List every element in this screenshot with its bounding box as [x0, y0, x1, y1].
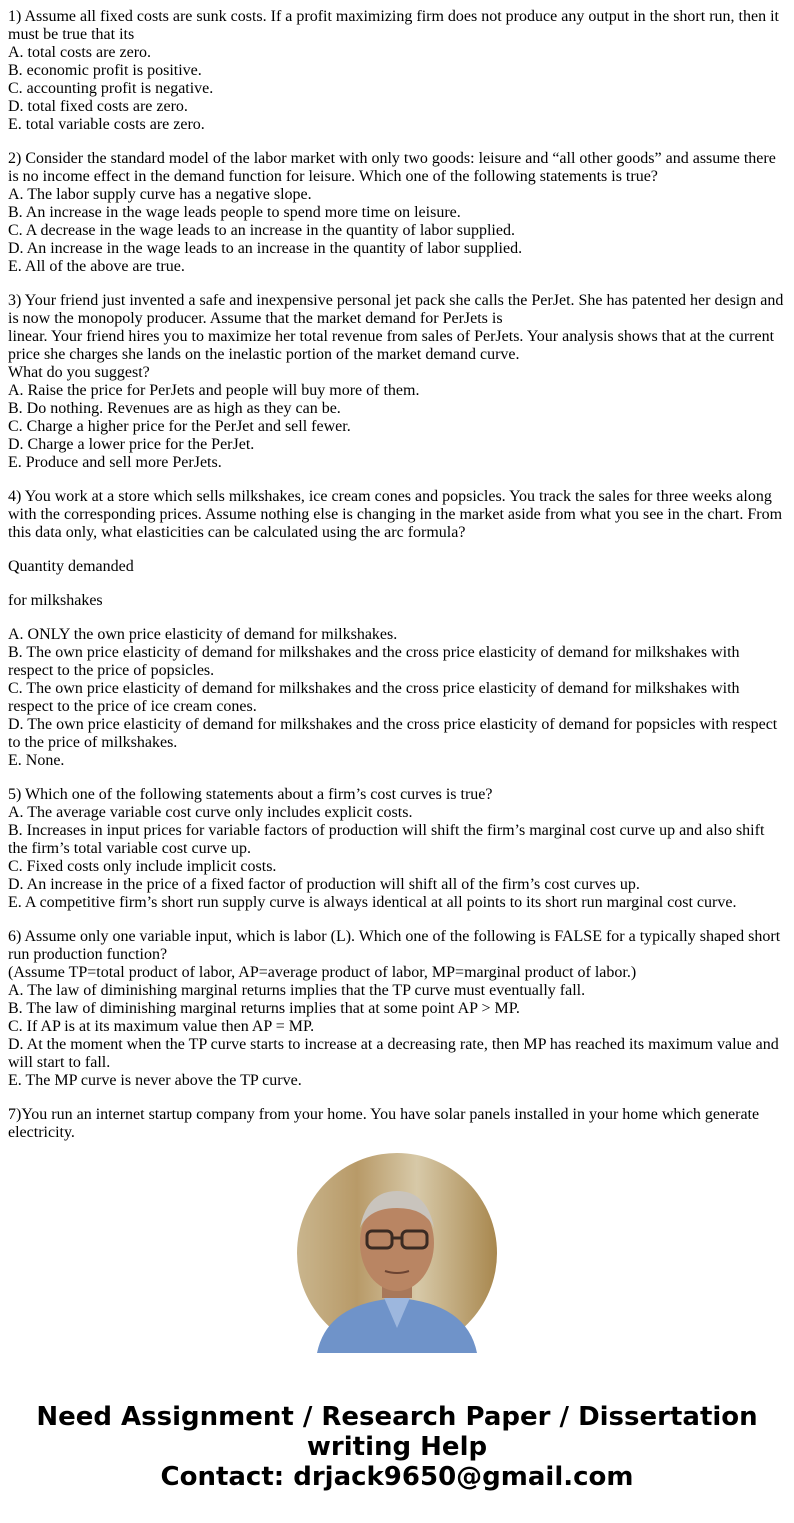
banner-line-1: Need Assignment / Research Paper / Dissertation — [36, 1402, 758, 1432]
answer-option: C. Charge a higher price for the PerJet and sell fewer. — [8, 418, 351, 435]
answer-option: D. At the moment when the TP curve starts to increase at a decreasing rate, then MP has reached its maximum value and will start to fall. — [8, 1036, 779, 1071]
question-text: 2) Consider the standard model of the labor market with only two goods: leisure and “all other goods” and assume there is no income effect in the demand function for leisure. Which one of the following statements is true? — [8, 150, 776, 185]
question-text: 3) Your friend just invented a safe and inexpensive personal jet pack she calls the PerJet. She has patented her design and is now the monopoly producer. Assume that the market demand for PerJets is — [8, 292, 784, 327]
answer-option: B. economic profit is positive. — [8, 62, 202, 79]
question-4-paragraph — [8, 488, 786, 542]
answer-option: E. total variable costs are zero. — [8, 116, 205, 133]
question-text: for milkshakes — [8, 592, 103, 609]
question-5-paragraph — [8, 786, 786, 912]
question-text: 1) Assume all fixed costs are sunk costs. If a profit maximizing firm does not produce any output in the short run, then it must be true that its — [8, 8, 779, 43]
answer-option: E. All of the above are true. — [8, 258, 185, 275]
question-1-paragraph — [8, 8, 786, 134]
question-7-paragraph — [8, 1106, 786, 1142]
question-text: 6) Assume only one variable input, which is labor (L). Which one of the following is FALSE for a typically shaped short run production function? — [8, 928, 781, 963]
answer-option: D. Charge a lower price for the PerJet. — [8, 436, 255, 453]
answer-option: A. Raise the price for PerJets and people will buy more of them. — [8, 382, 420, 399]
question-2-paragraph — [8, 150, 786, 276]
contact-banner — [0, 1402, 794, 1492]
answer-option: B. Increases in input prices for variable factors of production will shift the firm’s marginal cost curve up and also shift the firm’s total variable cost curve up. — [8, 822, 765, 857]
question-4-paragraph — [8, 558, 786, 576]
question-6-paragraph — [8, 928, 786, 1090]
answer-option: D. total fixed costs are zero. — [8, 98, 188, 115]
question-text: (Assume TP=total product of labor, AP=average product of labor, MP=marginal product of labor.) — [8, 964, 637, 981]
banner-contact-email: Contact: drjack9650@gmail.com — [160, 1462, 634, 1492]
answer-option: B. The law of diminishing marginal returns implies that at some point AP > MP. — [8, 1000, 520, 1017]
answer-option: A. The average variable cost curve only includes explicit costs. — [8, 804, 413, 821]
answer-option: C. If AP is at its maximum value then AP = MP. — [8, 1018, 315, 1035]
answer-option: D. An increase in the wage leads to an increase in the quantity of labor supplied. — [8, 240, 523, 257]
answer-option: E. None. — [8, 752, 65, 769]
answer-option: D. An increase in the price of a fixed factor of production will shift all of the firm’s cost curves up. — [8, 876, 640, 893]
answer-option: A. total costs are zero. — [8, 44, 152, 61]
question-document — [8, 0, 786, 1141]
question-text: 7)You run an internet startup company from your home. You have solar panels installed in your home which generate electricity. — [8, 1106, 760, 1141]
answer-option: E. Produce and sell more PerJets. — [8, 454, 222, 471]
answer-option: C. Fixed costs only include implicit costs. — [8, 858, 277, 875]
answer-option: C. The own price elasticity of demand for milkshakes and the cross price elasticity of demand for milkshakes with respect to the price of ice cream cones. — [8, 680, 740, 715]
question-4-paragraph — [8, 626, 786, 770]
question-text: What do you suggest? — [8, 364, 150, 381]
answer-option: B. Do nothing. Revenues are as high as they can be. — [8, 400, 341, 417]
answer-option: C. accounting profit is negative. — [8, 80, 214, 97]
question-4-paragraph — [8, 592, 786, 610]
answer-option: B. An increase in the wage leads people to spend more time on leisure. — [8, 204, 461, 221]
question-3-paragraph — [8, 292, 786, 472]
answer-option: C. A decrease in the wage leads to an increase in the quantity of labor supplied. — [8, 222, 515, 239]
answer-option: A. The labor supply curve has a negative slope. — [8, 186, 312, 203]
answer-option: E. The MP curve is never above the TP curve. — [8, 1072, 302, 1089]
question-text: 5) Which one of the following statements about a firm’s cost curves is true? — [8, 786, 493, 803]
question-text: Quantity demanded — [8, 558, 134, 575]
question-text: linear. Your friend hires you to maximize her total revenue from sales of PerJets. Your analysis shows that at the current price she charges she lands on the inelastic portion of the market demand curve. — [8, 328, 775, 363]
banner-line-2: writing Help — [306, 1432, 488, 1462]
answer-option: E. A competitive firm’s short run supply curve is always identical at all points to its short run marginal cost curve. — [8, 894, 737, 911]
answer-option: A. The law of diminishing marginal returns implies that the TP curve must eventually fall. — [8, 982, 586, 999]
question-text: 4) You work at a store which sells milkshakes, ice cream cones and popsicles. You track the sales for three weeks along with the corresponding prices. Assume nothing else is changing in the market aside from what you see in the chart. From this data only, what elasticities can be calculated using the arc formula? — [8, 488, 783, 541]
answer-option: B. The own price elasticity of demand for milkshakes and the cross price elasticity of demand for milkshakes with respect to the price of popsicles. — [8, 644, 740, 679]
answer-option: D. The own price elasticity of demand for milkshakes and the cross price elasticity of demand for popsicles with respect to the price of milkshakes. — [8, 716, 778, 751]
person-portrait-icon — [297, 1153, 497, 1353]
answer-option: A. ONLY the own price elasticity of demand for milkshakes. — [8, 626, 398, 643]
author-photo — [297, 1153, 497, 1353]
